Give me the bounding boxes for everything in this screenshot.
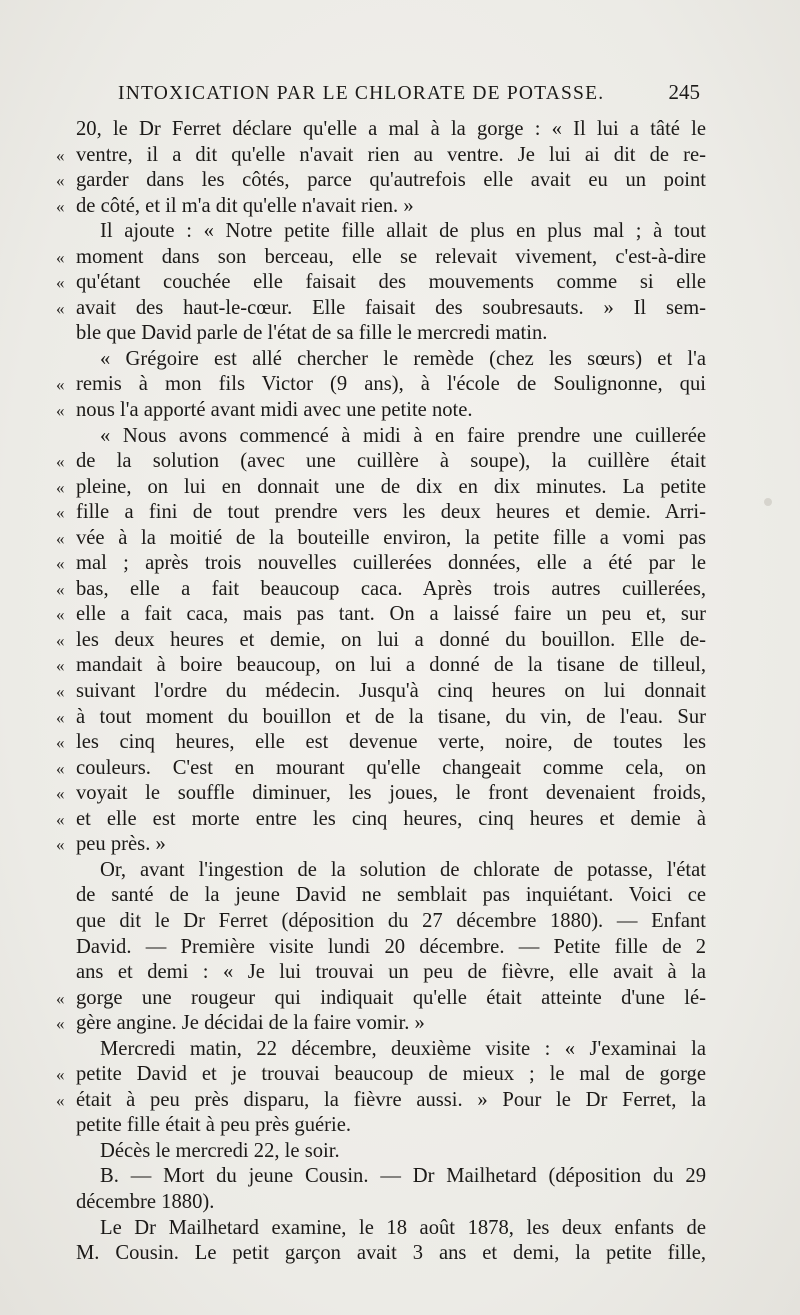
quote-mark: « (56, 733, 65, 753)
line-text: 20, le Dr Ferret déclare qu'elle a mal à la gorge : « Il lui a tâté le (76, 118, 706, 140)
quote-mark: « (56, 554, 65, 574)
quote-mark: « (56, 579, 65, 599)
line-text: Mercredi matin, 22 décembre, deuxième visite : « J'examinai la (100, 1037, 706, 1060)
text-line (56, 500, 706, 526)
line-text: nous l'a apporté avant midi avec une petite note. (76, 399, 473, 422)
line-text: bas, elle a fait beaucoup caca. Après trois autres cuillerées, (76, 577, 706, 600)
line-text: mal ; après trois nouvelles cuillerées données, elle a été par le (76, 552, 706, 575)
line-text: elle a fait caca, mais pas tant. On a laissé faire un peu et, sur (76, 603, 706, 626)
quote-mark: « (56, 784, 65, 804)
quote-mark: « (56, 1014, 65, 1034)
text-line (56, 117, 706, 143)
text-line (56, 1062, 706, 1088)
text-line (56, 1139, 706, 1165)
text-line (56, 424, 706, 450)
text-line (56, 143, 706, 169)
quote-mark: « (56, 196, 65, 216)
line-text: ble que David parle de l'état de sa fille le mercredi matin. (76, 322, 548, 345)
text-line (56, 807, 706, 833)
text-line (56, 832, 706, 858)
quote-mark: « (56, 477, 65, 497)
quote-mark: « (56, 835, 65, 855)
text-line (56, 1113, 706, 1139)
text-line (56, 960, 706, 986)
line-text: remis à mon fils Victor (9 ans), à l'école de Soulignonne, qui (76, 373, 706, 396)
text-line (56, 577, 706, 603)
quote-mark: « (56, 298, 65, 318)
text-line (56, 1241, 706, 1267)
line-text: petite David et je trouvai beaucoup de mieux ; le mal de gorge (76, 1063, 706, 1086)
text-line (56, 909, 706, 935)
line-text: et elle est morte entre les cinq heures, cinq heures et demie à (76, 807, 706, 830)
quote-mark: « (56, 528, 65, 548)
line-text: petite fille était à peu près guérie. (76, 1114, 352, 1137)
text-line (56, 986, 706, 1012)
text-line (56, 219, 706, 245)
text-line (56, 475, 706, 501)
text-line (56, 705, 706, 731)
quote-mark: « (56, 656, 65, 676)
line-text: à tout moment du bouillon et de la tisane, du vin, de l'eau. Sur (76, 705, 706, 728)
text-line (56, 372, 706, 398)
text-line (56, 653, 706, 679)
line-text: suivant l'ordre du médecin. Jusqu'à cinq heures on lui donnait (76, 680, 706, 703)
quote-mark: « (56, 1090, 65, 1110)
line-text: « Nous avons commencé à midi à en faire prendre une cuillerée (100, 424, 706, 447)
text-line (56, 756, 706, 782)
text-line (56, 602, 706, 628)
text-line (56, 1011, 706, 1037)
line-text: David. — Première visite lundi 20 décembre. — Petite fille de 2 (76, 935, 706, 958)
line-text: vée à la moitié de la bouteille environ, la petite fille a vomi pas (76, 526, 706, 549)
quote-mark: « (56, 707, 65, 727)
line-text: décembre 1880). (76, 1190, 215, 1213)
text-line (56, 1190, 706, 1216)
page-number: 245 (668, 80, 700, 104)
line-text: les cinq heures, elle est devenue verte, noire, de toutes les (76, 731, 706, 754)
line-text: moment dans son berceau, elle se relevait vivement, c'est-à-dire (76, 245, 706, 268)
text-line (56, 679, 706, 705)
text-line (56, 526, 706, 552)
quote-mark: « (56, 503, 65, 523)
text-line (56, 883, 706, 909)
line-text: Le Dr Mailhetard examine, le 18 août 1878, les deux enfants de (100, 1216, 706, 1239)
text-line (56, 194, 706, 220)
line-text: de côté, et il m'a dit qu'elle n'avait rien. » (76, 194, 414, 217)
line-text: Décès le mercredi 22, le soir. (100, 1139, 340, 1162)
text-line (56, 321, 706, 347)
line-text: garder dans les côtés, parce qu'autrefois elle avait eu un point (76, 169, 706, 192)
text-line (56, 398, 706, 424)
running-title: INTOXICATION PAR LE CHLORATE DE POTASSE. (118, 83, 605, 104)
text-line (56, 781, 706, 807)
text-line (56, 449, 706, 475)
text-line (56, 730, 706, 756)
text-line (56, 245, 706, 271)
quote-mark: « (56, 401, 65, 421)
line-text: que dit le Dr Ferret (déposition du 27 décembre 1880). — Enfant (76, 909, 706, 932)
quote-mark: « (56, 682, 65, 702)
text-line (56, 1164, 706, 1190)
quote-mark: « (56, 145, 65, 165)
quote-mark: « (56, 171, 65, 191)
line-text: de santé de la jeune David ne semblait pas inquiétant. Voici ce (76, 884, 706, 907)
quote-mark: « (56, 247, 65, 267)
text-line (56, 168, 706, 194)
line-text: fille a fini de tout prendre vers les deux heures et demie. Arri- (76, 501, 706, 524)
line-text: B. — Mort du jeune Cousin. — Dr Mailhetard (déposition du 29 (100, 1165, 706, 1188)
text-line (56, 858, 706, 884)
paper-spot (764, 498, 772, 506)
line-text: ventre, il a dit qu'elle n'avait rien au ventre. Je lui ai dit de re- (76, 143, 706, 166)
quote-mark: « (56, 375, 65, 395)
text-line (56, 1037, 706, 1063)
line-text: Or, avant l'ingestion de la solution de chlorate de potasse, l'état (100, 858, 706, 881)
line-text: qu'étant couchée elle faisait des mouvements comme si elle (76, 271, 706, 294)
line-text: mandait à boire beaucoup, on lui a donné de la tisane de tilleul, (76, 654, 706, 677)
body-text (56, 117, 706, 1267)
quote-mark: « (56, 273, 65, 293)
line-text: les deux heures et demie, on lui a donné du bouillon. Elle de- (76, 628, 706, 651)
line-text: « Grégoire est allé chercher le remède (chez les sœurs) et l'a (100, 347, 706, 370)
quote-mark: « (56, 630, 65, 650)
quote-mark: « (56, 809, 65, 829)
line-text: avait des haut-le-cœur. Elle faisait des soubresauts. » Il sem- (76, 296, 706, 319)
line-text: était à peu près disparu, la fièvre aussi. » Pour le Dr Ferret, la (76, 1088, 706, 1111)
page-header (118, 80, 700, 105)
text-line (56, 347, 706, 373)
line-text: gorge une rougeur qui indiquait qu'elle était atteinte d'une lé- (76, 986, 706, 1009)
line-text: voyait le souffle diminuer, les joues, le front devenaient froids, (76, 782, 706, 805)
text-line (56, 551, 706, 577)
quote-mark: « (56, 452, 65, 472)
text-line (56, 1216, 706, 1242)
text-line (56, 935, 706, 961)
line-text: couleurs. C'est en mourant qu'elle changeait comme cela, on (76, 756, 706, 779)
line-text: Il ajoute : « Notre petite fille allait de plus en plus mal ; à tout (100, 220, 706, 243)
line-text: peu près. » (76, 833, 166, 856)
text-line (56, 1088, 706, 1114)
line-text: ans et demi : « Je lui trouvai un peu de fièvre, elle avait à la (76, 961, 706, 984)
line-text: gère angine. Je décidai de la faire vomir. » (76, 1012, 425, 1035)
line-text: de la solution (avec une cuillère à soupe), la cuillère était (76, 450, 706, 473)
quote-mark: « (56, 605, 65, 625)
line-text: pleine, on lui en donnait une de dix en dix minutes. La petite (76, 475, 706, 498)
line-text: M. Cousin. Le petit garçon avait 3 ans et demi, la petite fille, (76, 1242, 706, 1265)
quote-mark: « (56, 1065, 65, 1085)
text-line (56, 628, 706, 654)
quote-mark: « (56, 988, 65, 1008)
text-line (56, 296, 706, 322)
quote-mark: « (56, 758, 65, 778)
text-line (56, 270, 706, 296)
